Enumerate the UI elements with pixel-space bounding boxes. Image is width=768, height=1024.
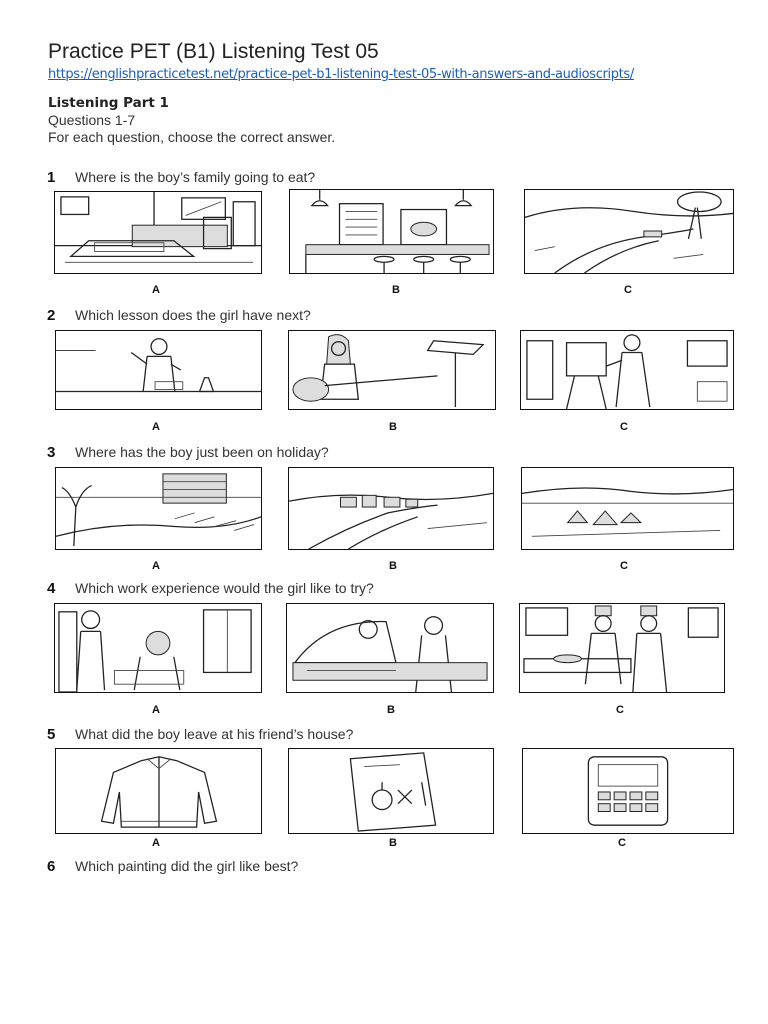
option-label: C bbox=[620, 421, 628, 433]
option-label: B bbox=[389, 837, 397, 849]
question-number: 6 bbox=[47, 858, 56, 875]
hairdresser-picture[interactable] bbox=[54, 603, 262, 693]
question-text: Which lesson does the girl have next? bbox=[75, 307, 311, 323]
option-label: C bbox=[624, 284, 632, 296]
option-label: B bbox=[389, 560, 397, 572]
questions-range: Questions 1-7 bbox=[48, 112, 136, 128]
question-3 bbox=[47, 444, 329, 461]
option-label: B bbox=[392, 284, 400, 296]
option-label: A bbox=[152, 704, 160, 716]
page-title: Practice PET (B1) Listening Test 05 bbox=[48, 40, 379, 63]
question-number: 4 bbox=[47, 580, 56, 597]
chef-kitchen-picture[interactable] bbox=[519, 603, 725, 693]
question-text: Which work experience would the girl like to try? bbox=[75, 580, 374, 596]
calculator-picture[interactable] bbox=[522, 748, 734, 834]
jacket-picture[interactable] bbox=[55, 748, 262, 834]
countryside-village-picture[interactable] bbox=[288, 467, 494, 550]
question-number: 3 bbox=[47, 444, 56, 461]
beach-resort-picture[interactable] bbox=[55, 467, 262, 550]
section-title: Listening Part 1 bbox=[48, 95, 169, 111]
living-room-picture[interactable] bbox=[54, 191, 262, 274]
source-link[interactable]: https://englishpracticetest.net/practice-pet-b1-listening-test-05-with-answers-and-audioscripts/ bbox=[48, 67, 634, 82]
camping-site-picture[interactable] bbox=[521, 467, 734, 550]
instructions: For each question, choose the correct answer. bbox=[48, 129, 336, 145]
picnic-park-picture[interactable] bbox=[524, 189, 734, 274]
question-number: 5 bbox=[47, 726, 56, 743]
question-6 bbox=[47, 858, 298, 875]
option-label: B bbox=[389, 421, 397, 433]
option-label: C bbox=[618, 837, 626, 849]
question-4 bbox=[47, 580, 374, 597]
question-5 bbox=[47, 726, 353, 743]
cafe-counter-picture[interactable] bbox=[289, 189, 494, 274]
question-text: Where is the boy’s family going to eat? bbox=[75, 169, 316, 185]
car-mechanic-picture[interactable] bbox=[286, 603, 494, 693]
guitar-lesson-picture[interactable] bbox=[288, 330, 496, 410]
art-class-picture[interactable] bbox=[520, 330, 734, 410]
option-label: A bbox=[152, 837, 160, 849]
option-label: C bbox=[616, 704, 624, 716]
question-1 bbox=[47, 169, 315, 186]
option-label: C bbox=[620, 560, 628, 572]
option-label: B bbox=[387, 704, 395, 716]
question-text: Where has the boy just been on holiday? bbox=[75, 444, 329, 460]
science-notebook-picture[interactable] bbox=[288, 748, 494, 834]
option-label: A bbox=[152, 284, 160, 296]
question-number: 1 bbox=[47, 169, 56, 186]
option-label: A bbox=[152, 560, 160, 572]
question-2 bbox=[47, 307, 311, 324]
option-label: A bbox=[152, 421, 160, 433]
science-lab-picture[interactable] bbox=[55, 330, 262, 410]
question-text: Which painting did the girl like best? bbox=[75, 858, 299, 874]
question-text: What did the boy leave at his friend’s house? bbox=[75, 726, 354, 742]
question-number: 2 bbox=[47, 307, 56, 324]
